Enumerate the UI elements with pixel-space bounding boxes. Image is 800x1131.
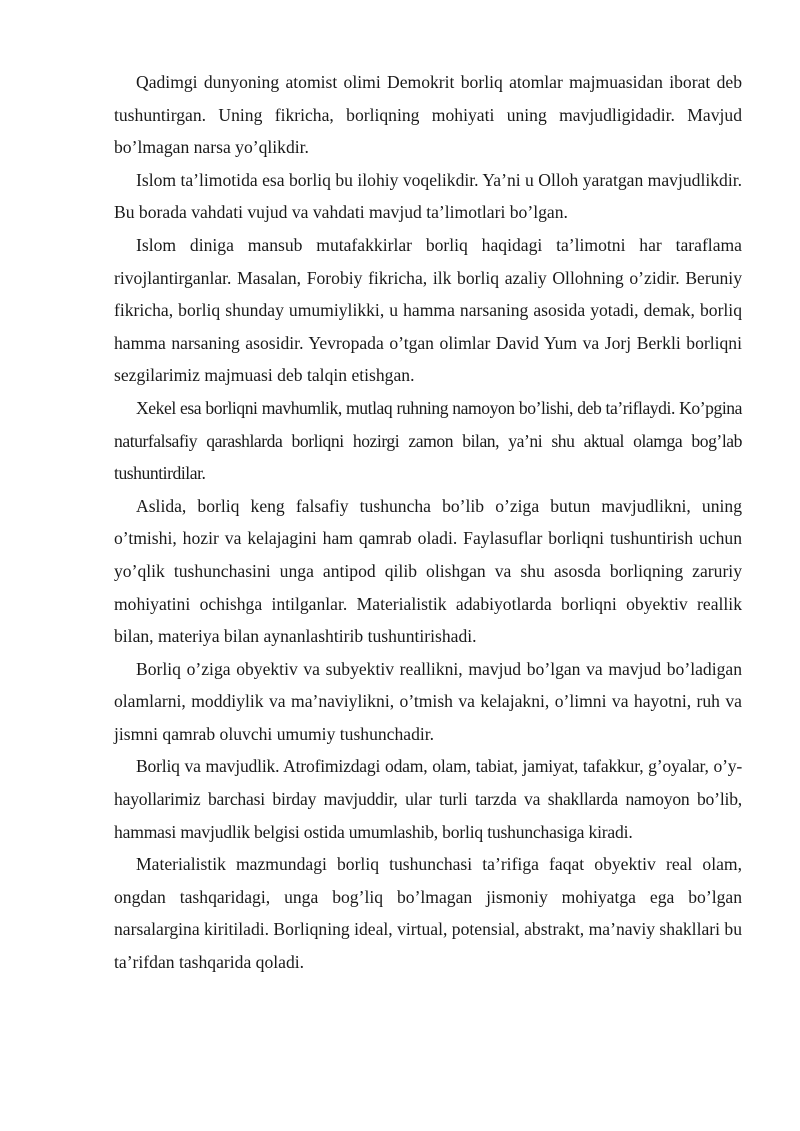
paragraph-borliq-va-mavjudlik: Borliq va mavjudlik. Atrofimizdagi odam, olam, tabiat, jamiyat, tafakkur, g’oyalar, o’y-hayollarimiz barchasi birday mavjuddir, ular turli tarzda va shakllarda namoyon bo’lib, hammasi mavjudlik belgisi ostida umumlashib, borliq tushunchasiga kiradi.: [114, 756, 742, 842]
paragraph-islom-talimoti: Islom ta’limotida esa borliq bu ilohiy voqelikdir. Ya’ni u Olloh yaratgan mavjudlikdir. Bu borada vahdati vujud va vahdati mavjud ta’limotlari bo’lgan.: [114, 169, 742, 223]
paragraph-aslida: Aslida, borliq keng falsafiy tushuncha bo’lib o’ziga butun mavjudlikni, uning o’tmishi, hozir va kelajagini ham qamrab oladi. Faylasuflar borliqni tushuntirish uchun yo’qlik tushunchasini unga antipod qilib olishgan va shu asosda borliqning zaruriy mohiyatini ochishga intilganlar. Materialistik adabiyotlarda borliqni obyektiv reallik bilan, materiya bilan aynanlashtirib tushuntirishadi.: [114, 495, 742, 647]
paragraph-xekel: Xekel esa borliqni mavhumlik, mutlaq ruhning namoyon bo’lishi, deb ta’riflaydi. Ko’pgina naturfalsafiy qarashlarda borliqni hozirgi zamon bilan, ya’ni shu aktual olamga bog’lab tushuntirdilar.: [114, 397, 742, 484]
document-page: [114, 66, 742, 979]
paragraph-islom-mutafakkirlari: Islom diniga mansub mutafakkirlar borliq haqidagi ta’limotni har taraflama rivojlantirganlar. Masalan, Forobiy fikricha, ilk borliq azaliy Ollohning o’zidir. Beruniy fikricha, borliq shunday umumiylikki, u hamma narsaning asosida yotadi, demak, borliq hamma narsaning asosidir. Yevropada o’tgan olimlar David Yum va Jorj Berkli borliqni sezgilarimiz majmuasi deb talqin etishgan.: [114, 234, 742, 386]
paragraph-borliq-oziga: Borliq o’ziga obyektiv va subyektiv reallikni, mavjud bo’lgan va mavjud bo’ladigan olamlarni, moddiylik va ma’naviylikni, o’tmish va kelajakni, o’limni va hayotni, ruh va jismni qamrab oluvchi umumiy tushunchadir.: [114, 658, 742, 744]
paragraph-materialistik-mazmun: Materialistik mazmundagi borliq tushunchasi ta’rifiga faqat obyektiv real olam, ongdan tashqaridagi, unga bog’liq bo’lmagan jismoniy mohiyatga ega bo’lgan narsalargina kiritiladi. Borliqning ideal, virtual, potensial, abstrakt, ma’naviy shakllari bu ta’rifdan tashqarida qoladi.: [114, 854, 743, 973]
paragraph-demokrit: Qadimgi dunyoning atomist olimi Demokrit borliq atomlar majmuasidan iborat deb tushuntirgan. Uning fikricha, borliqning mohiyati uning mavjudligidadir. Mavjud bo’lmagan narsa yo’qlikdir.: [114, 72, 742, 158]
